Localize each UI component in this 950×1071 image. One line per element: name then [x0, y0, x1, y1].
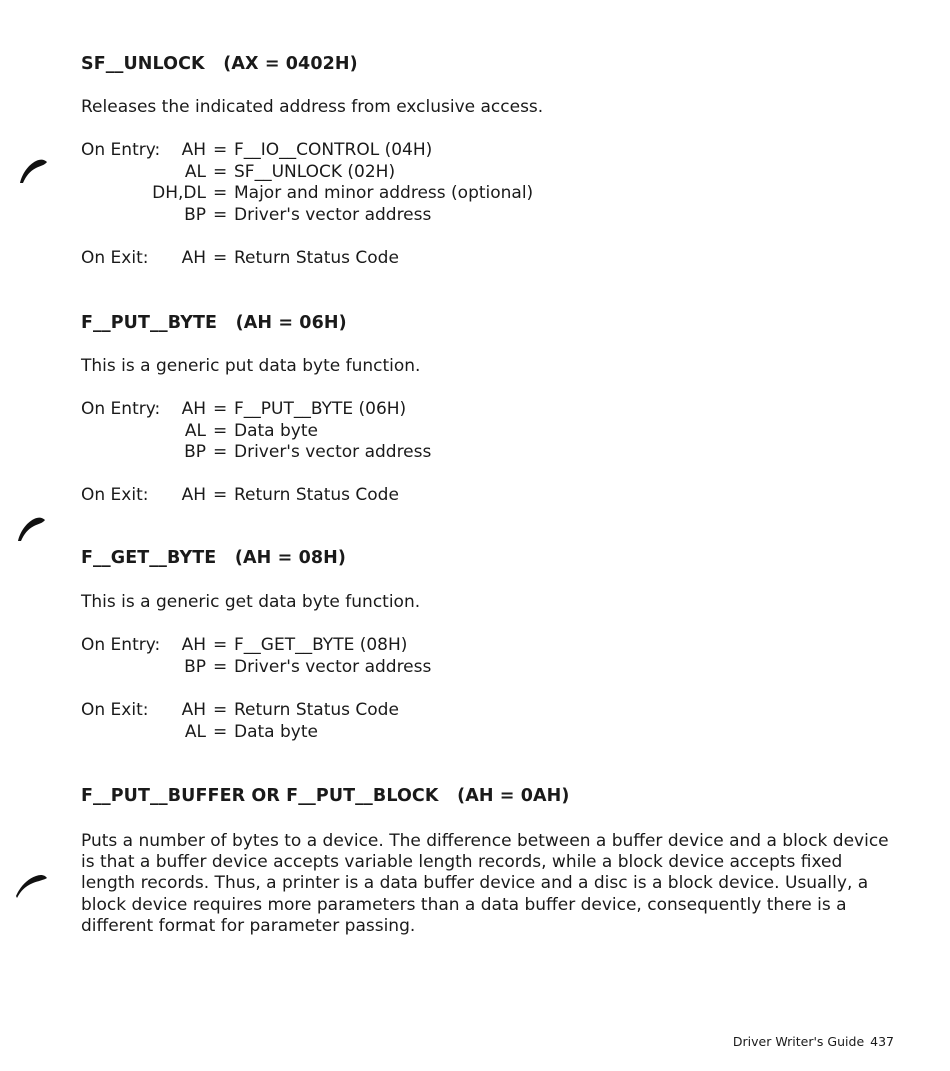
equals-sign: =: [213, 183, 228, 203]
equals-sign: =: [213, 656, 228, 677]
equals-sign: =: [213, 399, 228, 419]
register-value: Return Status Code: [234, 485, 399, 505]
register-name: AL: [184, 161, 206, 182]
on-exit-label: On Exit:: [81, 248, 149, 268]
exit-block: [81, 485, 901, 509]
equals-sign: =: [213, 700, 228, 720]
on-exit-label: On Exit:: [81, 485, 149, 505]
punch-hole-mark: [14, 872, 48, 898]
on-exit-label: On Exit:: [81, 700, 149, 720]
register-name: AL: [184, 420, 206, 441]
register-name: AH: [181, 485, 206, 505]
section-heading: SF__UNLOCK (AX = 0402H): [81, 54, 358, 74]
section-description: This is a generic put data byte function.: [81, 356, 421, 376]
register-value: Driver's vector address: [234, 442, 432, 462]
register-value: Return Status Code: [234, 248, 399, 268]
register-value: F__IO__CONTROL (04H): [234, 140, 433, 160]
register-name: BP: [184, 204, 206, 225]
equals-sign: =: [213, 635, 228, 655]
entry-block: [81, 140, 901, 230]
register-value: Major and minor address (optional): [234, 183, 534, 203]
register-name: BP: [184, 656, 206, 677]
punch-hole-mark: [18, 158, 48, 184]
equals-sign: =: [213, 485, 228, 505]
register-value: Return Status Code: [234, 700, 399, 720]
section-sf-unlock: [81, 54, 901, 74]
register-value: Driver's vector address: [234, 656, 432, 677]
equals-sign: =: [213, 140, 228, 160]
register-value: F__PUT__BYTE (06H): [234, 399, 407, 419]
section-heading: F__GET__BYTE (AH = 08H): [81, 548, 346, 568]
equals-sign: =: [213, 204, 228, 225]
section-f-get-byte: [81, 548, 901, 568]
section-description: Releases the indicated address from exclusive access.: [81, 97, 544, 117]
equals-sign: =: [213, 248, 228, 268]
register-name: AH: [181, 140, 206, 160]
register-name: AH: [181, 635, 206, 655]
equals-sign: =: [213, 721, 228, 742]
section-heading: F__PUT__BYTE (AH = 06H): [81, 313, 347, 333]
section-paragraph: Puts a number of bytes to a device. The difference between a buffer device and a block device is that a buffer device accepts variable length records, while a block device accepts fixed length records. Thus, a printer is a data buffer device and a disc is a block device. Usually, a block device requires more parameters than a data buffer device, consequently there is a different format for parameter passing.: [81, 831, 889, 936]
exit-block: [81, 700, 901, 746]
page-footer: [727, 1034, 894, 1049]
register-name: AL: [184, 721, 206, 742]
entry-block: [81, 635, 901, 681]
exit-block: [81, 248, 901, 272]
register-name: AH: [181, 399, 206, 419]
footer-title: Driver Writer's Guide: [732, 1034, 865, 1049]
register-value: F__GET__BYTE (08H): [234, 635, 408, 655]
register-value: Driver's vector address: [234, 204, 432, 225]
section-heading: F__PUT__BUFFER OR F__PUT__BLOCK (AH = 0AH): [81, 786, 570, 806]
register-name: BP: [184, 442, 206, 462]
page-number: 437: [870, 1034, 894, 1049]
register-name: DH,DL: [152, 183, 206, 203]
on-entry-label: On Entry:: [81, 635, 161, 655]
section-f-put-byte: [81, 313, 901, 333]
section-f-put-buffer: [81, 786, 901, 806]
register-value: SF__UNLOCK (02H): [234, 161, 396, 182]
punch-hole-mark: [16, 516, 46, 542]
register-name: AH: [181, 700, 206, 720]
equals-sign: =: [213, 420, 228, 441]
section-description: This is a generic get data byte function.: [81, 592, 421, 612]
entry-block: [81, 399, 901, 467]
on-entry-label: On Entry:: [81, 140, 161, 160]
register-value: Data byte: [234, 721, 318, 742]
register-value: Data byte: [234, 420, 318, 441]
equals-sign: =: [213, 161, 228, 182]
on-entry-label: On Entry:: [81, 399, 161, 419]
register-name: AH: [181, 248, 206, 268]
equals-sign: =: [213, 442, 228, 462]
